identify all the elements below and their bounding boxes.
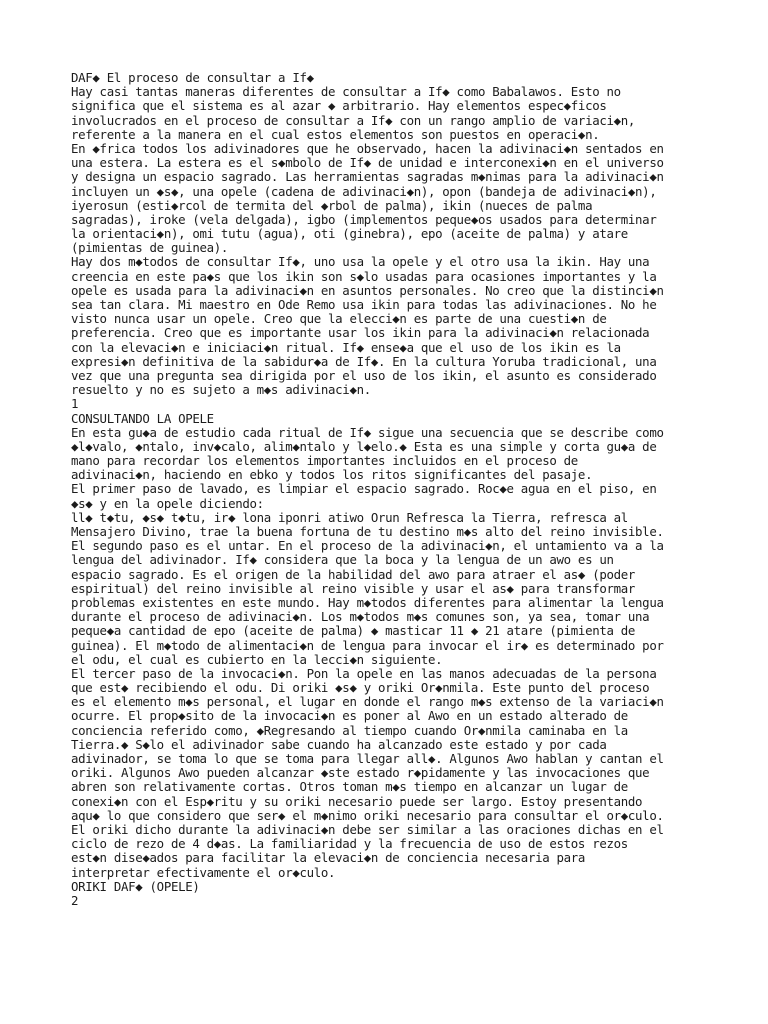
- text-line: que est◆ recibiendo el odu. Di oriki ◆s◆ y oriki Or◆nmila. Este punto del proceso: [71, 680, 650, 696]
- text-line: interpretar efectivamente el or◆culo.: [71, 864, 336, 880]
- text-line: adivinaci◆n, haciendo en ebko y todos los ritos significantes del pasaje.: [71, 467, 593, 483]
- text-line: preferencia. Creo que es importante usar los ikin para la adivinaci◆n relacionada: [71, 325, 650, 341]
- text-line: guinea). El m◆todo de alimentaci◆n de lengua para invocar el ir◆ es determinado por: [71, 637, 664, 653]
- text-line: En esta gu◆a de estudio cada ritual de If◆ sigue una secuencia que se describe como: [71, 424, 664, 440]
- text-line: Tierra.◆ S◆lo el adivinador sabe cuando ha alcanzado este estado y por cada: [71, 736, 607, 752]
- text-line: problemas existentes en este mundo. Hay m◆todos diferentes para alimentar la lengua: [71, 594, 664, 610]
- text-line: durante el proceso de adivinaci◆n. Los m◆todos m◆s comunes son, ya sea, tomar una: [71, 609, 650, 625]
- text-line: ◆l◆valo, ◆ntalo, inv◆calo, alim◆ntalo y l◆elo.◆ Esta es una simple y corta gu◆a de: [71, 438, 657, 454]
- text-line: referente a la manera en el cual estos elementos son puestos en operaci◆n.: [71, 126, 600, 142]
- text-line: El tercer paso de la invocaci◆n. Pon la opele en las manos adecuadas de la persona: [71, 665, 657, 681]
- text-line: el odu, el cual es cubierto en la lecci◆n siguiente.: [71, 651, 443, 667]
- document-page: [71, 71, 711, 908]
- text-line: conciencia referido como, ◆Regresando al tiempo cuando Or◆nmila caminaba en la: [71, 722, 628, 738]
- text-line: En ◆frica todos los adivinadores que he observado, hacen la adivinaci◆n sentados en: [71, 140, 664, 156]
- text-line: ll◆ t◆tu, ◆s◆ t◆tu, ir◆ lona iponri atiwo Orun Refresca la Tierra, refresca al: [71, 509, 628, 525]
- text-line: El oriki dicho durante la adivinaci◆n debe ser similar a las oraciones dichas en el: [71, 821, 664, 837]
- text-line: lengua del adivinador. If◆ considera que la boca y la lengua de un awo es un: [71, 552, 614, 568]
- text-line: Hay dos m◆todos de consultar If◆, uno usa la opele y el otro usa la ikin. Hay una: [71, 254, 650, 270]
- text-line: resuelto y no es sujeto a m◆s adivinaci◆n.: [71, 382, 371, 398]
- text-line: una estera. La estera es el s◆mbolo de If◆ de unidad e interconexi◆n en el universo: [71, 155, 664, 171]
- text-line: oriki. Algunos Awo pueden alcanzar ◆ste estado r◆pidamente y las invocaciones que: [71, 765, 650, 781]
- text-line: la orientaci◆n), omi tutu (agua), oti (ginebra), epo (aceite de palma) y atare: [71, 226, 628, 242]
- text-line: sagradas), iroke (vela delgada), igbo (implementos peque◆os usados para determinar: [71, 211, 657, 227]
- text-line: opele es usada para la adivinaci◆n en asuntos personales. No creo que la distinci◆n: [71, 282, 664, 298]
- text-line: creencia en este pa◆s que los ikin son s◆lo usadas para ocasiones importantes y la: [71, 268, 657, 284]
- page-number: 1: [71, 396, 79, 412]
- text-line: iyerosun (esti◆rcol de termita del ◆rbol de palma), ikin (nueces de palma: [71, 197, 593, 213]
- text-line: aqu◆ lo que considero que ser◆ el m◆nimo oriki necesario para consultar el or◆culo.: [71, 807, 664, 823]
- text-line: mano para recordar los elementos importantes incluidos en el proceso de: [71, 453, 578, 469]
- text-line: ◆s◆ y en la opele diciendo:: [71, 495, 264, 511]
- text-line: significa que el sistema es al azar ◆ arbitrario. Hay elementos espec◆ficos: [71, 98, 607, 114]
- text-line: expresi◆n definitiva de la sabidur◆a de If◆. En la cultura Yoruba tradicional, una: [71, 353, 657, 369]
- section-heading: CONSULTANDO LA OPELE: [71, 410, 214, 426]
- text-line: espacio sagrado. Es el origen de la habilidad del awo para atraer el as◆ (poder: [71, 566, 636, 582]
- text-line: est◆n dise◆ados para facilitar la elevaci◆n de conciencia necesaria para: [71, 850, 586, 866]
- text-line: vez que una pregunta sea dirigida por el uso de los ikin, el asunto es considerado: [71, 367, 657, 383]
- text-line: El primer paso de lavado, es limpiar el espacio sagrado. Roc◆e agua en el piso, en: [71, 481, 657, 497]
- text-line: peque◆a cantidad de epo (aceite de palma) ◆ masticar 11 ◆ 21 atare (pimienta de: [71, 623, 636, 639]
- text-line: con la elevaci◆n e iniciaci◆n ritual. If◆ ense◆a que el uso de los ikin es la: [71, 339, 621, 355]
- text-line: conexi◆n con el Esp◆ritu y su oriki necesario puede ser largo. Estoy presentando: [71, 793, 643, 809]
- text-line: adivinador, se toma lo que se toma para llegar all◆. Algunos Awo hablan y cantan el: [71, 751, 664, 766]
- document-title: DAF◆ El proceso de consultar a If◆: [71, 70, 314, 85]
- text-line: El segundo paso es el untar. En el proceso de la adivinaci◆n, el untamiento va a la: [71, 538, 664, 554]
- text-line: es el elemento m◆s personal, el lugar en donde el rango m◆s extenso de la variaci◆n: [71, 694, 664, 710]
- text-line: ocurre. El prop◆sito de la invocaci◆n es poner al Awo en un estado alterado de: [71, 708, 628, 724]
- page-number: 2: [71, 892, 79, 908]
- text-line: y designa un espacio sagrado. Las herramientas sagradas m◆nimas para la adivinaci◆n: [71, 169, 664, 185]
- text-line: visto nunca usar un opele. Creo que la elecci◆n es parte de una cuesti◆n de: [71, 311, 607, 327]
- text-line: (pimientas de guinea).: [71, 240, 229, 256]
- text-line: sea tan clara. Mi maestro en Ode Remo usa ikin para todas las adivinaciones. No he: [71, 297, 657, 312]
- section-heading: ORIKI DAF◆ (OPELE): [71, 878, 200, 894]
- text-line: involucrados en el proceso de consultar a If◆ con un rango amplio de variaci◆n,: [71, 112, 636, 128]
- text-line: incluyen un ◆s◆, una opele (cadena de adivinaci◆n), opon (bandeja de adivinaci◆n),: [71, 183, 657, 199]
- text-line: espiritual) del reino invisible al reino visible y usar el as◆ para transformar: [71, 580, 636, 596]
- text-line: ciclo de rezo de 4 d◆as. La familiaridad y la frecuencia de uso de estos rezos: [71, 836, 628, 852]
- text-line: Hay casi tantas maneras diferentes de consultar a If◆ como Babalawos. Esto no: [71, 84, 621, 100]
- text-line: abren son relativamente cortas. Otros toman m◆s tiempo en alcanzar un lugar de: [71, 779, 628, 795]
- text-line: Mensajero Divino, trae la buena fortuna de tu destino m◆s alto del reino invisible.: [71, 524, 664, 539]
